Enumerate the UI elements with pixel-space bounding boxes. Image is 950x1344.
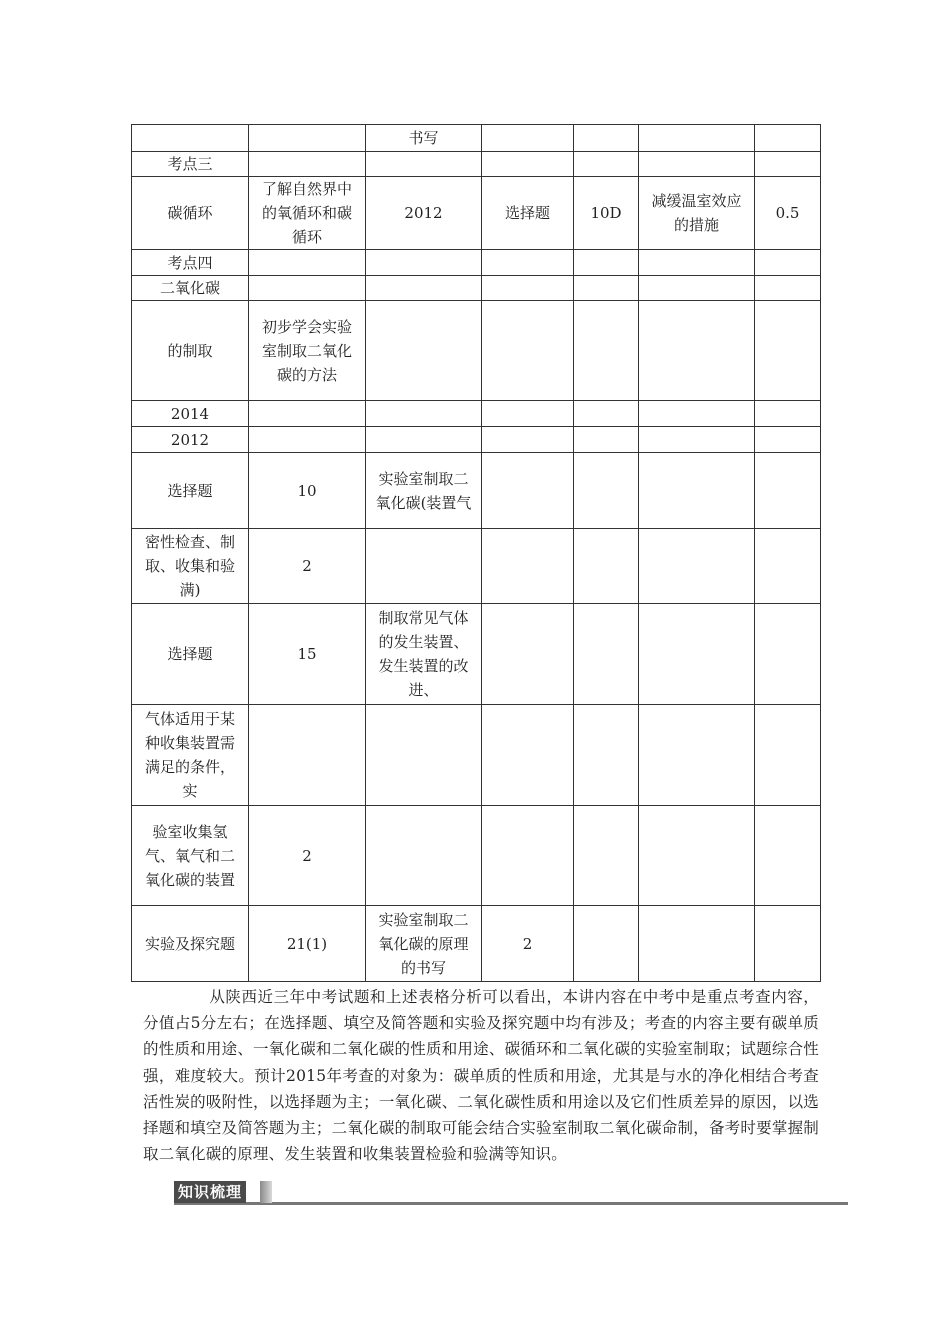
table-cell: [755, 301, 821, 401]
table-cell: [482, 301, 574, 401]
table-cell: [574, 906, 639, 982]
table-body: [132, 125, 821, 982]
table-cell: [639, 806, 755, 906]
table-row: [132, 177, 821, 250]
table-cell: [249, 152, 366, 177]
table-cell: 2: [249, 806, 366, 906]
table-cell: [574, 125, 639, 152]
table-cell: 2012: [366, 177, 482, 250]
table-cell: [482, 250, 574, 276]
table-cell: [639, 453, 755, 529]
analysis-text: 从陕西近三年中考试题和上述表格分析可以看出，本讲内容在中考中是重点考查内容，分值占5分左右；在选择题、填空及简答题和实验及探究题中均有涉及；考查的内容主要有碳单质的性质和用途、一氧化碳和二氧化碳的性质和用途、碳循环和二氧化碳的实验室制取；试题综合性强，难度较大。预计2015年考查的对象为：碳单质的性质和用途，尤其是与水的净化相结合考查活性炭的吸附性，以选择题为主；一氧化碳、二氧化碳性质和用途以及它们性质差异的原因，以选择题和填空及简答题为主；二氧化碳的制取可能会结合实验室制取二氧化碳命制，备考时要掌握制取二氧化碳的原理、发生装置和收集装置检验和验满等知识。: [143, 988, 819, 1164]
table-cell: 初步学会实验室制取二氧化碳的方法: [249, 301, 366, 401]
table-cell: [574, 427, 639, 453]
table-cell: 考点三: [132, 152, 249, 177]
table-cell: [755, 906, 821, 982]
table-row: [132, 453, 821, 529]
table-cell: 10D: [574, 177, 639, 250]
table-cell: 选择题: [132, 453, 249, 529]
table-row: [132, 125, 821, 152]
table-row: [132, 427, 821, 453]
table-cell: [755, 427, 821, 453]
table-cell: 验室收集氢气、氧气和二氧化碳的装置: [132, 806, 249, 906]
table-cell: [574, 705, 639, 806]
table-cell: [249, 427, 366, 453]
table-cell: [482, 125, 574, 152]
table-row: [132, 806, 821, 906]
table-cell: [132, 125, 249, 152]
section-title: 知识梳理: [174, 1181, 246, 1203]
table-row: [132, 705, 821, 806]
table-cell: [482, 152, 574, 177]
table-cell: [639, 906, 755, 982]
analysis-paragraph: [143, 984, 819, 1167]
table-cell: [482, 705, 574, 806]
table-cell: [249, 276, 366, 301]
table-cell: [482, 604, 574, 705]
table-cell: [755, 806, 821, 906]
table-cell: 书写: [366, 125, 482, 152]
table-cell: 2: [249, 529, 366, 604]
table-cell: [574, 529, 639, 604]
table-cell: [366, 529, 482, 604]
table-cell: [574, 604, 639, 705]
table-cell: [639, 427, 755, 453]
table-cell: 了解自然界中的氧循环和碳循环: [249, 177, 366, 250]
table-cell: [574, 401, 639, 427]
table-cell: [482, 401, 574, 427]
table-row: [132, 529, 821, 604]
table-cell: 2012: [132, 427, 249, 453]
table-cell: 的制取: [132, 301, 249, 401]
table-cell: 2: [482, 906, 574, 982]
table-cell: [755, 250, 821, 276]
table-cell: 2014: [132, 401, 249, 427]
table-cell: [366, 301, 482, 401]
table-cell: [574, 453, 639, 529]
table-cell: [574, 152, 639, 177]
table-cell: 选择题: [132, 604, 249, 705]
table-cell: [366, 705, 482, 806]
table-cell: [639, 276, 755, 301]
table-cell: [755, 529, 821, 604]
table-cell: 减缓温室效应的措施: [639, 177, 755, 250]
table-cell: [755, 604, 821, 705]
table-cell: 密性检查、制取、收集和验满): [132, 529, 249, 604]
table-cell: [249, 401, 366, 427]
table-cell: 考点四: [132, 250, 249, 276]
banner-tail: [260, 1181, 272, 1203]
table-cell: [366, 806, 482, 906]
table-cell: [366, 250, 482, 276]
table-cell: [366, 152, 482, 177]
table-cell: [366, 401, 482, 427]
table-cell: 15: [249, 604, 366, 705]
table-cell: 0.5: [755, 177, 821, 250]
table-row: [132, 604, 821, 705]
table-cell: [482, 276, 574, 301]
table-cell: [755, 705, 821, 806]
table-cell: [639, 401, 755, 427]
table-cell: 21(1): [249, 906, 366, 982]
table-cell: 二氧化碳: [132, 276, 249, 301]
table-cell: [249, 705, 366, 806]
table-cell: [639, 529, 755, 604]
table-cell: [249, 125, 366, 152]
table-cell: [639, 152, 755, 177]
exam-analysis-table: [131, 124, 821, 982]
table-cell: 实验及探究题: [132, 906, 249, 982]
table-cell: [639, 125, 755, 152]
table-cell: [366, 427, 482, 453]
table-cell: [366, 276, 482, 301]
table-row: [132, 301, 821, 401]
table-cell: [482, 427, 574, 453]
table-cell: [574, 250, 639, 276]
section-banner: [174, 1181, 848, 1205]
table-cell: [482, 806, 574, 906]
table-cell: 实验室制取二氧化碳的原理的书写: [366, 906, 482, 982]
table-cell: [755, 401, 821, 427]
table-cell: [639, 250, 755, 276]
banner-rule: [174, 1202, 848, 1205]
table-cell: 碳循环: [132, 177, 249, 250]
table-cell: [482, 529, 574, 604]
table-cell: 制取常见气体的发生装置、发生装置的改进、: [366, 604, 482, 705]
table-cell: [574, 276, 639, 301]
table-cell: [639, 604, 755, 705]
table-cell: [755, 276, 821, 301]
table-row: [132, 152, 821, 177]
table-cell: [482, 453, 574, 529]
table-cell: [574, 301, 639, 401]
table-cell: 实验室制取二氧化碳(装置气: [366, 453, 482, 529]
table-cell: 10: [249, 453, 366, 529]
table-row: [132, 906, 821, 982]
table-cell: [639, 705, 755, 806]
table-cell: [755, 125, 821, 152]
table-cell: [249, 250, 366, 276]
table-cell: [755, 453, 821, 529]
table-cell: [639, 301, 755, 401]
table-cell: [574, 806, 639, 906]
table-row: [132, 401, 821, 427]
table-cell: [755, 152, 821, 177]
table-cell: 气体适用于某种收集装置需满足的条件，实: [132, 705, 249, 806]
table-row: [132, 250, 821, 276]
table-row: [132, 276, 821, 301]
table-cell: 选择题: [482, 177, 574, 250]
